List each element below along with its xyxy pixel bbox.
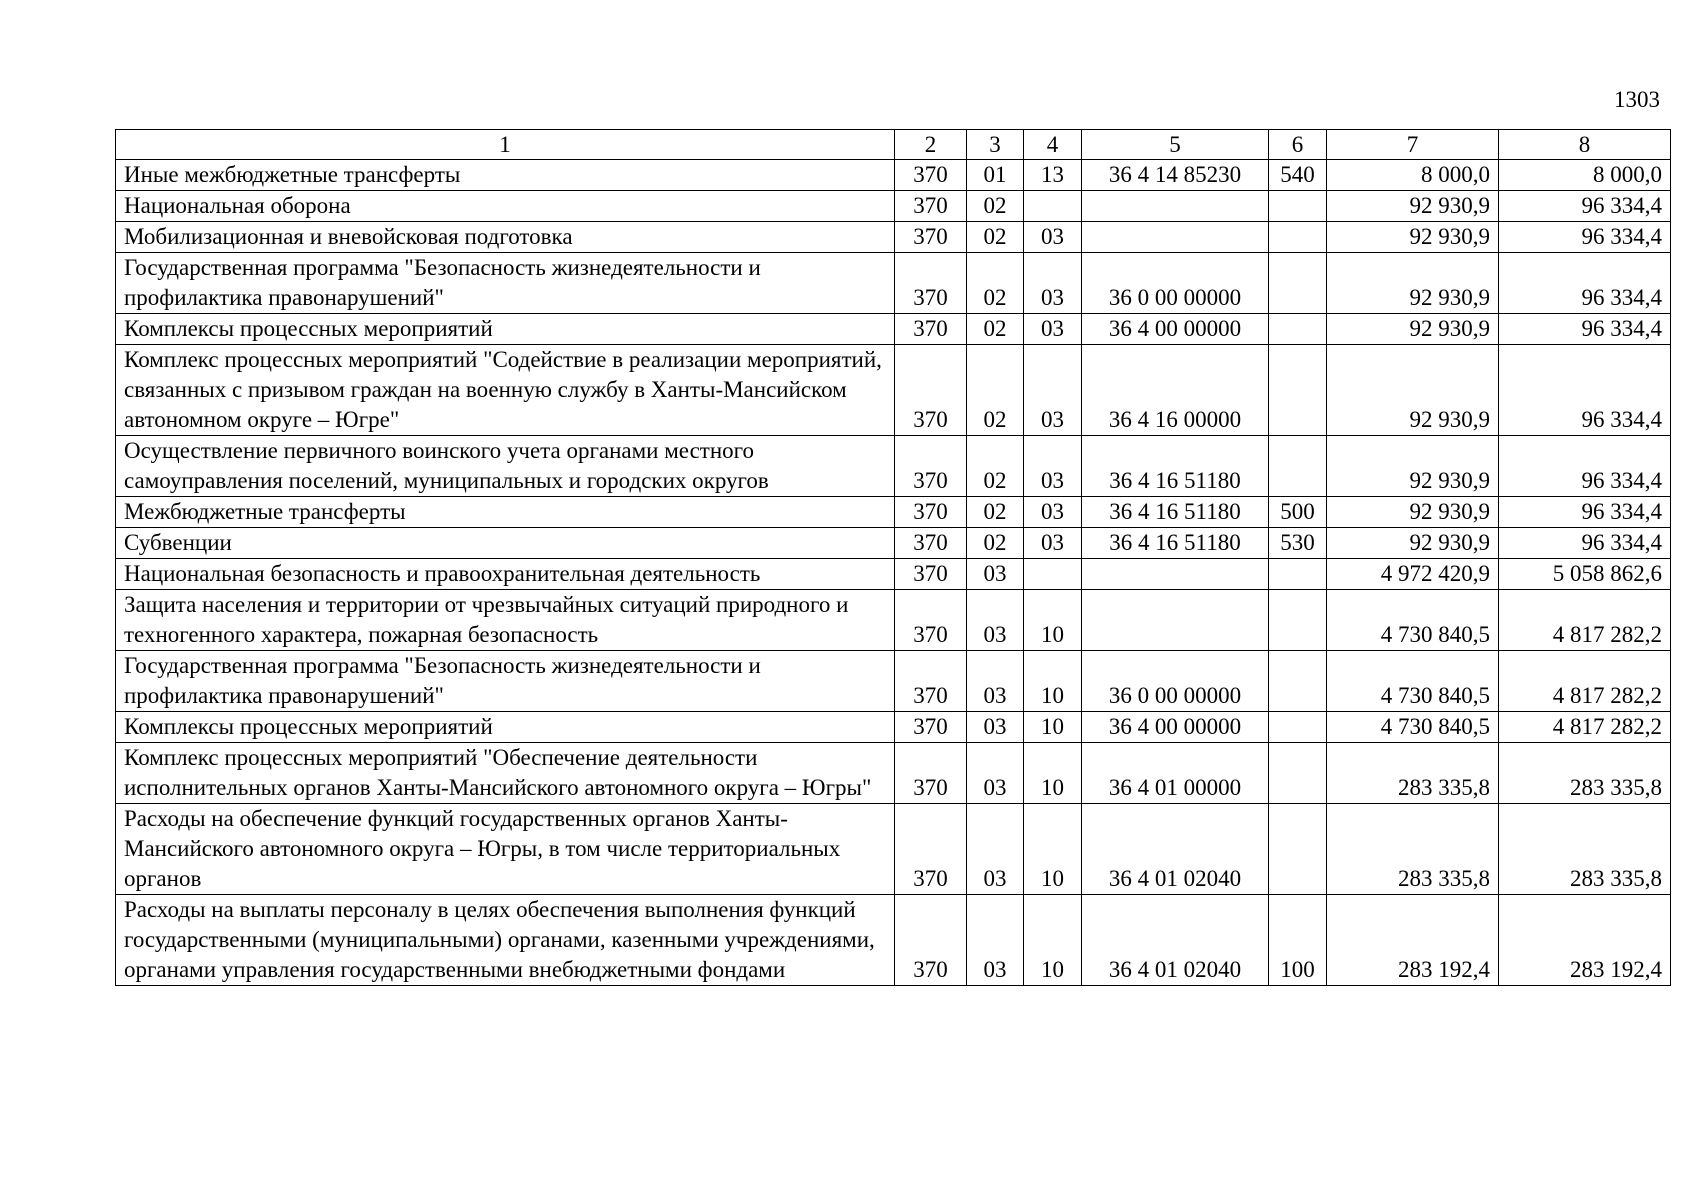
ministry-code-cell: 370: [895, 345, 967, 436]
subsection-code-cell: 10: [1024, 651, 1082, 712]
column-header: 3: [967, 130, 1024, 160]
subsection-code-cell: 03: [1024, 222, 1082, 253]
subsection-code-cell: 10: [1024, 743, 1082, 804]
amount-year-2-cell: 283 335,8: [1499, 743, 1671, 804]
amount-year-1-cell: 92 930,9: [1327, 222, 1499, 253]
expenditure-name-cell: Расходы на обеспечение функций государственных органов Ханты-Мансийского автономного округа – Югры, в том числе территориальных органов: [116, 804, 895, 895]
amount-year-1-cell: 92 930,9: [1327, 497, 1499, 528]
subsection-code-cell: 03: [1024, 528, 1082, 559]
table-row: [116, 345, 1671, 436]
column-header: 4: [1024, 130, 1082, 160]
page-number: 1303: [1614, 87, 1660, 112]
target-article-cell: 36 4 01 02040: [1082, 804, 1269, 895]
expense-type-cell: [1269, 191, 1327, 222]
target-article-cell: 36 0 00 00000: [1082, 253, 1269, 314]
subsection-code-cell: [1024, 191, 1082, 222]
section-code-cell: 03: [967, 743, 1024, 804]
expenditure-name-cell: Комплекс процессных мероприятий "Обеспечение деятельности исполнительных органов Ханты-Мансийского автономного округа – Югры": [116, 743, 895, 804]
column-header: 7: [1327, 130, 1499, 160]
ministry-code-cell: 370: [895, 253, 967, 314]
table-row: [116, 191, 1671, 222]
amount-year-1-cell: 92 930,9: [1327, 191, 1499, 222]
table-row: [116, 497, 1671, 528]
expenditure-name-cell: Мобилизационная и вневойсковая подготовка: [116, 222, 895, 253]
expense-type-cell: 530: [1269, 528, 1327, 559]
table-body: [116, 130, 1671, 986]
subsection-code-cell: 03: [1024, 345, 1082, 436]
amount-year-1-cell: 4 730 840,5: [1327, 712, 1499, 743]
ministry-code-cell: 370: [895, 804, 967, 895]
amount-year-2-cell: 96 334,4: [1499, 497, 1671, 528]
amount-year-2-cell: 283 192,4: [1499, 895, 1671, 986]
expenditure-name-cell: Межбюджетные трансферты: [116, 497, 895, 528]
amount-year-2-cell: 4 817 282,2: [1499, 590, 1671, 651]
section-code-cell: 03: [967, 895, 1024, 986]
amount-year-1-cell: 283 335,8: [1327, 743, 1499, 804]
subsection-code-cell: 10: [1024, 590, 1082, 651]
ministry-code-cell: 370: [895, 528, 967, 559]
target-article-cell: 36 4 16 00000: [1082, 345, 1269, 436]
subsection-code-cell: 13: [1024, 160, 1082, 191]
budget-table: [115, 129, 1671, 986]
section-code-cell: 02: [967, 253, 1024, 314]
table-row: [116, 253, 1671, 314]
subsection-code-cell: 03: [1024, 314, 1082, 345]
target-article-cell: 36 4 14 85230: [1082, 160, 1269, 191]
ministry-code-cell: 370: [895, 436, 967, 497]
section-code-cell: 03: [967, 590, 1024, 651]
amount-year-1-cell: 4 730 840,5: [1327, 651, 1499, 712]
column-header: 6: [1269, 130, 1327, 160]
section-code-cell: 02: [967, 497, 1024, 528]
amount-year-1-cell: 4 730 840,5: [1327, 590, 1499, 651]
section-code-cell: 03: [967, 651, 1024, 712]
column-header: 2: [895, 130, 967, 160]
table-row: [116, 436, 1671, 497]
target-article-cell: 36 4 00 00000: [1082, 314, 1269, 345]
expense-type-cell: [1269, 804, 1327, 895]
table-row: [116, 651, 1671, 712]
expenditure-name-cell: Комплексы процессных мероприятий: [116, 314, 895, 345]
amount-year-2-cell: 96 334,4: [1499, 345, 1671, 436]
subsection-code-cell: 03: [1024, 253, 1082, 314]
expense-type-cell: [1269, 559, 1327, 590]
section-code-cell: 02: [967, 191, 1024, 222]
expense-type-cell: [1269, 345, 1327, 436]
section-code-cell: 03: [967, 804, 1024, 895]
amount-year-1-cell: 92 930,9: [1327, 528, 1499, 559]
amount-year-1-cell: 92 930,9: [1327, 345, 1499, 436]
table-row: [116, 590, 1671, 651]
target-article-cell: [1082, 191, 1269, 222]
amount-year-1-cell: 92 930,9: [1327, 253, 1499, 314]
table-header-row: [116, 130, 1671, 160]
table-row: [116, 712, 1671, 743]
expenditure-name-cell: Национальная оборона: [116, 191, 895, 222]
expense-type-cell: 100: [1269, 895, 1327, 986]
table-row: [116, 559, 1671, 590]
target-article-cell: 36 4 16 51180: [1082, 497, 1269, 528]
amount-year-2-cell: 96 334,4: [1499, 528, 1671, 559]
expenditure-name-cell: Национальная безопасность и правоохранительная деятельность: [116, 559, 895, 590]
expense-type-cell: [1269, 222, 1327, 253]
amount-year-2-cell: 283 335,8: [1499, 804, 1671, 895]
expense-type-cell: 500: [1269, 497, 1327, 528]
section-code-cell: 02: [967, 345, 1024, 436]
expense-type-cell: [1269, 590, 1327, 651]
column-header: 1: [116, 130, 895, 160]
amount-year-1-cell: 283 335,8: [1327, 804, 1499, 895]
expenditure-name-cell: Осуществление первичного воинского учета органами местного самоуправления поселений, муниципальных и городских округов: [116, 436, 895, 497]
section-code-cell: 03: [967, 559, 1024, 590]
table-row: [116, 804, 1671, 895]
expense-type-cell: 540: [1269, 160, 1327, 191]
target-article-cell: [1082, 222, 1269, 253]
amount-year-2-cell: 4 817 282,2: [1499, 712, 1671, 743]
amount-year-2-cell: 96 334,4: [1499, 436, 1671, 497]
expenditure-name-cell: Субвенции: [116, 528, 895, 559]
expenditure-name-cell: Иные межбюджетные трансферты: [116, 160, 895, 191]
expenditure-name-cell: Государственная программа "Безопасность жизнедеятельности и профилактика правонарушений": [116, 651, 895, 712]
expenditure-name-cell: Защита населения и территории от чрезвычайных ситуаций природного и техногенного характера, пожарная безопасность: [116, 590, 895, 651]
expenditure-name-cell: Государственная программа "Безопасность жизнедеятельности и профилактика правонарушений": [116, 253, 895, 314]
section-code-cell: 03: [967, 712, 1024, 743]
table-row: [116, 160, 1671, 191]
target-article-cell: 36 4 00 00000: [1082, 712, 1269, 743]
section-code-cell: 02: [967, 314, 1024, 345]
table-row: [116, 895, 1671, 986]
target-article-cell: 36 4 16 51180: [1082, 436, 1269, 497]
amount-year-1-cell: 283 192,4: [1327, 895, 1499, 986]
table-row: [116, 222, 1671, 253]
amount-year-2-cell: 96 334,4: [1499, 191, 1671, 222]
expenditure-name-cell: Расходы на выплаты персоналу в целях обеспечения выполнения функций государственными (муниципальными) органами, казенными учреждениями, органами управления государственными внебюджетными фондами: [116, 895, 895, 986]
amount-year-2-cell: 5 058 862,6: [1499, 559, 1671, 590]
expense-type-cell: [1269, 436, 1327, 497]
subsection-code-cell: 03: [1024, 497, 1082, 528]
subsection-code-cell: 03: [1024, 436, 1082, 497]
expense-type-cell: [1269, 253, 1327, 314]
amount-year-2-cell: 96 334,4: [1499, 314, 1671, 345]
ministry-code-cell: 370: [895, 222, 967, 253]
section-code-cell: 02: [967, 222, 1024, 253]
ministry-code-cell: 370: [895, 559, 967, 590]
expense-type-cell: [1269, 743, 1327, 804]
ministry-code-cell: 370: [895, 160, 967, 191]
amount-year-2-cell: 96 334,4: [1499, 222, 1671, 253]
target-article-cell: 36 0 00 00000: [1082, 651, 1269, 712]
table-row: [116, 528, 1671, 559]
column-header: 8: [1499, 130, 1671, 160]
ministry-code-cell: 370: [895, 497, 967, 528]
subsection-code-cell: [1024, 559, 1082, 590]
amount-year-2-cell: 4 817 282,2: [1499, 651, 1671, 712]
subsection-code-cell: 10: [1024, 804, 1082, 895]
table-row: [116, 743, 1671, 804]
amount-year-1-cell: 8 000,0: [1327, 160, 1499, 191]
expenditure-name-cell: Комплекс процессных мероприятий "Содействие в реализации мероприятий, связанных с призывом граждан на военную службу в Ханты-Мансийском автономном округе – Югре": [116, 345, 895, 436]
table-row: [116, 314, 1671, 345]
subsection-code-cell: 10: [1024, 895, 1082, 986]
expenditure-name-cell: Комплексы процессных мероприятий: [116, 712, 895, 743]
column-header: 5: [1082, 130, 1269, 160]
ministry-code-cell: 370: [895, 191, 967, 222]
section-code-cell: 01: [967, 160, 1024, 191]
target-article-cell: [1082, 590, 1269, 651]
expense-type-cell: [1269, 314, 1327, 345]
target-article-cell: 36 4 16 51180: [1082, 528, 1269, 559]
section-code-cell: 02: [967, 436, 1024, 497]
target-article-cell: 36 4 01 00000: [1082, 743, 1269, 804]
target-article-cell: [1082, 559, 1269, 590]
ministry-code-cell: 370: [895, 651, 967, 712]
ministry-code-cell: 370: [895, 712, 967, 743]
amount-year-1-cell: 92 930,9: [1327, 314, 1499, 345]
ministry-code-cell: 370: [895, 590, 967, 651]
amount-year-2-cell: 8 000,0: [1499, 160, 1671, 191]
ministry-code-cell: 370: [895, 895, 967, 986]
expense-type-cell: [1269, 712, 1327, 743]
ministry-code-cell: 370: [895, 743, 967, 804]
expense-type-cell: [1269, 651, 1327, 712]
target-article-cell: 36 4 01 02040: [1082, 895, 1269, 986]
amount-year-1-cell: 4 972 420,9: [1327, 559, 1499, 590]
ministry-code-cell: 370: [895, 314, 967, 345]
amount-year-1-cell: 92 930,9: [1327, 436, 1499, 497]
subsection-code-cell: 10: [1024, 712, 1082, 743]
section-code-cell: 02: [967, 528, 1024, 559]
amount-year-2-cell: 96 334,4: [1499, 253, 1671, 314]
